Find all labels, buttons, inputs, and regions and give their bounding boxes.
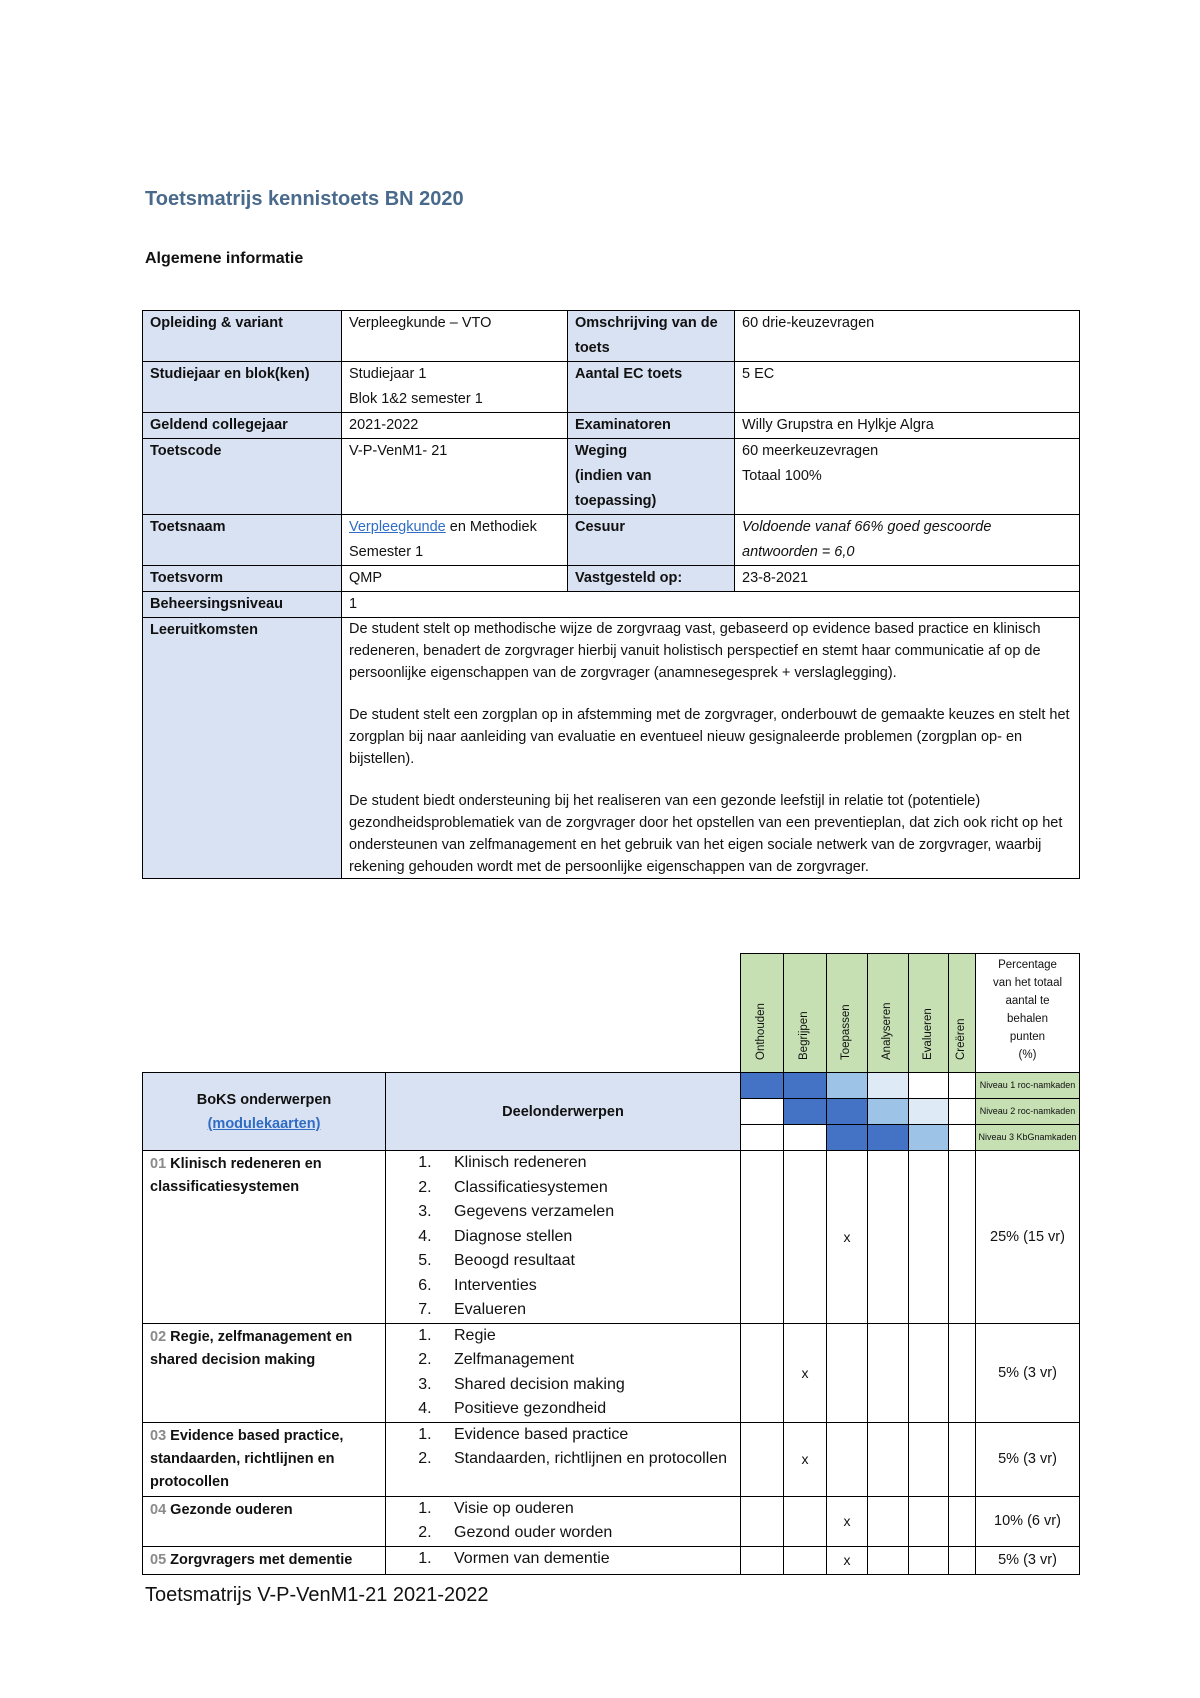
list-item: 4. Diagnose stellen [436,1225,740,1250]
weging-label-line-3: toepassing) [575,493,657,509]
weging-label-line-1: Weging [575,443,628,459]
level-header-row [143,954,1080,1073]
subtopics-05 [386,1546,741,1574]
toetsnaam-line-2: Semester 1 [349,544,424,560]
ec-value: 5 EC [735,362,1080,413]
examinatoren-label: Examinatoren [568,413,735,439]
beheersingsniveau-label: Beheersingsniveau [143,592,342,618]
list-item: 2. Standaarden, richtlijnen en protocollen [436,1447,740,1472]
table-row [143,1496,1080,1546]
list-item: 4. Positieve gezondheid [436,1397,740,1422]
toetsvorm-label: Toetsvorm [143,566,342,592]
cesuur-label: Cesuur [568,515,735,566]
list-item: 2. Zelfmanagement [436,1348,740,1373]
weging-line-2: Totaal 100% [742,468,822,484]
table-row [143,1546,1080,1574]
opleiding-value: Verpleegkunde – VTO [342,311,568,362]
toetscode-value: V-P-VenM1- 21 [342,439,568,515]
topic-03: 03 Evidence based practice, standaarden, richtlijnen en protocollen [143,1422,386,1496]
vastgesteld-label: Vastgesteld op: [568,566,735,592]
boks-header: BoKS onderwerpen (modulekaarten) [143,1073,386,1151]
list-item: 3. Shared decision making [436,1373,740,1398]
list-item: 1. Vormen van dementie [436,1547,740,1572]
topic-04: 04 Gezonde ouderen [143,1496,386,1546]
list-item: 1. Klinisch redeneren [436,1151,740,1176]
toetsnaam-value [342,515,568,566]
studiejaar-label: Studiejaar en blok(ken) [143,362,342,413]
topic-percentage: 25% (15 vr) [976,1151,1080,1324]
level-mark: x [827,1496,868,1546]
omschrijving-label: Omschrijving van de toets [568,311,735,362]
document-title: Toetsmatrijs kennistoets BN 2020 [145,188,464,210]
opleiding-label: Opleiding & variant [143,311,342,362]
table-row [143,1323,1080,1422]
cesuur-line-2: antwoorden = 6,0 [742,544,855,560]
general-info-table [142,310,1080,879]
leeruitkomst-1: De student stelt op methodische wijze de zorgvraag vast, gebaseerd op evidence based practice en klinisch redeneren, benadert de zorgvrager hierbij vanuit holistisch perspectief en stemt haar communicatie af op de persoonlijke eigenschappen van de zorgvrager (anamnesegesprek + verslaglegging). [349,621,1041,681]
beheersingsniveau-value: 1 [342,592,1080,618]
weging-line-1: 60 meerkeuzevragen [742,443,879,459]
table-row [143,1422,1080,1496]
omschrijving-value: 60 drie-keuzevragen [735,311,1080,362]
weging-value [735,439,1080,515]
level-onthouden: Onthouden [741,954,784,1073]
subtopics-01 [386,1151,741,1324]
level-mark: x [827,1546,868,1574]
test-matrix-table [142,953,1080,1575]
cesuur-value [735,515,1080,566]
verpleegkunde-link[interactable]: Verpleegkunde [349,519,446,535]
level-mark: x [784,1323,827,1422]
niveau-3-label: Niveau 3 KbGnamkaden [976,1125,1080,1151]
list-item: 2. Classificatiesystemen [436,1176,740,1201]
percentage-header: Percentage van het totaal aantal te behalen punten (%) [976,954,1080,1073]
weging-label [568,439,735,515]
list-item: 2. Gezond ouder worden [436,1521,740,1546]
level-begrijpen: Begrijpen [784,954,827,1073]
level-evalueren: Evalueren [909,954,949,1073]
list-item: 1. Evidence based practice [436,1423,740,1448]
table-row [143,515,1080,566]
deelonderwerpen-header: Deelonderwerpen [386,1073,741,1151]
table-row [143,439,1080,515]
studiejaar-value [342,362,568,413]
weging-label-line-2: (indien van [575,468,652,484]
table-row [143,592,1080,618]
list-item: 3. Gegevens verzamelen [436,1200,740,1225]
topic-percentage: 5% (3 vr) [976,1422,1080,1496]
list-item: 5. Beoogd resultaat [436,1249,740,1274]
table-row [143,618,1080,879]
level-analyseren: Analyseren [868,954,909,1073]
topic-05: 05 Zorgvragers met dementie [143,1546,386,1574]
level-creeren: Creëren [949,954,976,1073]
topic-percentage: 10% (6 vr) [976,1496,1080,1546]
niveau-row-1 [143,1073,1080,1099]
list-item: 1. Visie op ouderen [436,1497,740,1522]
table-row [143,311,1080,362]
table-row [143,413,1080,439]
ec-label: Aantal EC toets [568,362,735,413]
examinatoren-value: Willy Grupstra en Hylkje Algra [735,413,1080,439]
vastgesteld-value: 23-8-2021 [735,566,1080,592]
studiejaar-line-2: Blok 1&2 semester 1 [349,391,483,407]
toetscode-label: Toetscode [143,439,342,515]
list-item: 7. Evalueren [436,1298,740,1323]
level-toepassen: Toepassen [827,954,868,1073]
topic-percentage: 5% (3 vr) [976,1323,1080,1422]
studiejaar-line-1: Studiejaar 1 [349,366,427,382]
niveau-2-label: Niveau 2 roc-namkaden [976,1099,1080,1125]
table-row [143,566,1080,592]
level-mark: x [784,1422,827,1496]
table-row [143,362,1080,413]
niveau-1-label: Niveau 1 roc-namkaden [976,1073,1080,1099]
list-item: 6. Interventies [436,1274,740,1299]
topic-percentage: 5% (3 vr) [976,1546,1080,1574]
table-row [143,1151,1080,1324]
leeruitkomsten-label: Leeruitkomsten [143,618,342,879]
subtopics-03 [386,1422,741,1496]
subtopics-04 [386,1496,741,1546]
subtopics-02 [386,1323,741,1422]
topic-02: 02 Regie, zelfmanagement en shared decision making [143,1323,386,1422]
toetsvorm-value: QMP [342,566,568,592]
toetsnaam-label: Toetsnaam [143,515,342,566]
toetsnaam-rest: en Methodiek [445,519,537,535]
leeruitkomst-2: De student stelt een zorgplan op in afstemming met de zorgvrager, onderbouwt de gemaakte keuzes en stelt het zorgplan bij naar aanleiding van evaluatie en eventueel nieuw gesignaleerde problemen (zorgplan op- en bijstellen). [349,707,1070,767]
page-footer: Toetsmatrijs V-P-VenM1-21 2021-2022 [145,1584,489,1606]
topic-01: 01 Klinisch redeneren en classificatiesystemen [143,1151,386,1324]
modulekaarten-link[interactable]: (modulekaarten) [207,1115,321,1132]
cesuur-line-1: Voldoende vanaf 66% goed gescoorde [742,519,992,535]
list-item: 1. Regie [436,1324,740,1349]
leeruitkomst-3: De student biedt ondersteuning bij het realiseren van een gezonde leefstijl in relatie tot (potentiele) gezondheidsproblematiek van de zorgvrager door het opstellen van een preventieplan, dat zich ook richt op het ondersteunen van zelfmanagement en het gebruik van het eigen sociale netwerk van de zorgvrager, waarbij rekening gehouden wordt met de persoonlijke eigenschappen van de zorgvrager. [349,793,1063,875]
section-title: Algemene informatie [145,250,304,267]
collegejaar-label: Geldend collegejaar [143,413,342,439]
level-mark: x [827,1151,868,1324]
leeruitkomsten-value [342,618,1080,879]
collegejaar-value: 2021-2022 [342,413,568,439]
